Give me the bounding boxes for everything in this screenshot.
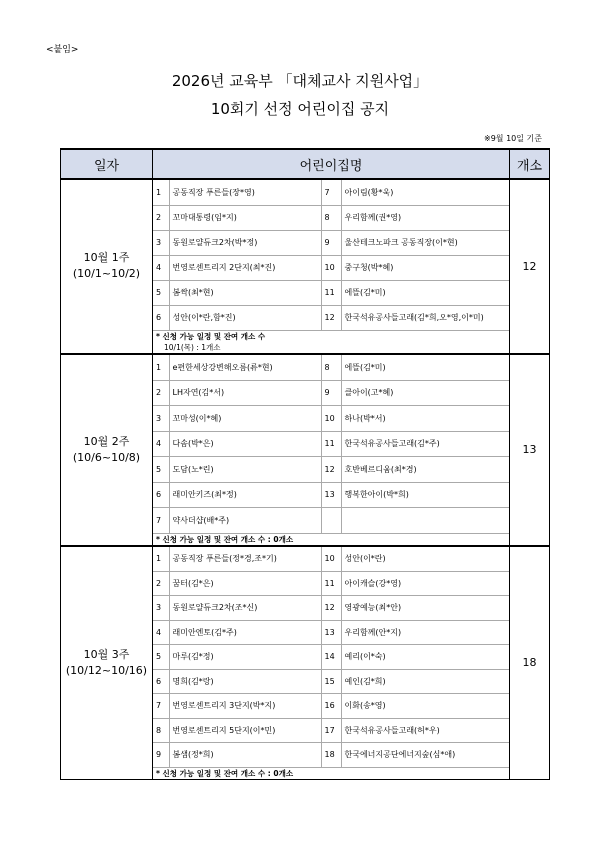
list-item xyxy=(153,305,509,330)
center-count: 12 xyxy=(510,179,550,354)
center-name: 영광예능(최*안) xyxy=(341,596,509,621)
list-item xyxy=(153,355,509,381)
list-item xyxy=(153,718,509,743)
center-name: 우리함께(안*지) xyxy=(341,620,509,645)
center-name: 예리(이*숙) xyxy=(341,645,509,670)
week-label: 10월 2주 xyxy=(83,434,130,448)
centers-list xyxy=(153,547,509,779)
item-number xyxy=(321,508,341,534)
item-number: 3 xyxy=(153,230,169,255)
center-name: 하나(박*서) xyxy=(341,406,509,432)
item-number: 8 xyxy=(321,205,341,230)
center-name: 약사더샵(배*주) xyxy=(169,508,321,534)
item-number: 12 xyxy=(321,596,341,621)
item-number: 9 xyxy=(321,230,341,255)
center-name: 꼬마대통령(임*지) xyxy=(169,205,321,230)
center-name: 에뜰(김*미) xyxy=(341,355,509,381)
center-name: 한국석유공사들고래(허*우) xyxy=(341,718,509,743)
week-group xyxy=(61,546,550,780)
list-item xyxy=(153,482,509,508)
list-item xyxy=(153,457,509,483)
list-item xyxy=(153,230,509,255)
item-number: 5 xyxy=(153,645,169,670)
week-range: (10/1~10/2) xyxy=(72,267,141,281)
note-text: * 신청 가능 일정 및 잔여 개소 수 xyxy=(156,331,266,341)
header-count: 개소 xyxy=(510,149,550,179)
center-name: 한국석유공사들고래(김*주) xyxy=(341,431,509,457)
item-number: 11 xyxy=(321,431,341,457)
center-name: 번영로센트리지 2단지(최*진) xyxy=(169,255,321,280)
page-subtitle: 10회기 선정 어린이집 공지 xyxy=(210,100,390,118)
center-name: 행복한아이(박*희) xyxy=(341,482,509,508)
basis-date: ※9월 10일 기준 xyxy=(484,134,542,143)
item-number: 11 xyxy=(321,571,341,596)
item-number: 15 xyxy=(321,669,341,694)
centers-cell xyxy=(153,354,510,546)
week-label: 10월 1주 xyxy=(83,251,130,265)
item-number: 2 xyxy=(153,205,169,230)
week-label: 10월 3주 xyxy=(83,647,130,661)
center-name: 중구청(박*혜) xyxy=(341,255,509,280)
center-name: 꿈터(김*은) xyxy=(169,571,321,596)
item-number: 3 xyxy=(153,596,169,621)
center-name: 호반베르디움(최*경) xyxy=(341,457,509,483)
item-number: 5 xyxy=(153,280,169,305)
center-name: 예인(김*희) xyxy=(341,669,509,694)
item-number: 16 xyxy=(321,694,341,719)
centers-list xyxy=(153,180,509,353)
list-item xyxy=(153,743,509,768)
item-number: 10 xyxy=(321,547,341,572)
item-number: 6 xyxy=(153,482,169,508)
item-number: 12 xyxy=(321,457,341,483)
header-centers: 어린이집명 xyxy=(153,149,510,179)
item-number: 4 xyxy=(153,255,169,280)
availability-note xyxy=(153,767,509,779)
list-item xyxy=(153,669,509,694)
list-item xyxy=(153,694,509,719)
week-group xyxy=(61,354,550,546)
center-name: 에뜰(김*미) xyxy=(341,280,509,305)
list-item xyxy=(153,205,509,230)
list-item xyxy=(153,547,509,572)
center-name: 봄샘(정*희) xyxy=(169,743,321,768)
item-number: 7 xyxy=(153,694,169,719)
item-number: 9 xyxy=(321,380,341,406)
week-range: (10/12~10/16) xyxy=(65,663,148,677)
centers-cell xyxy=(153,179,510,354)
center-count: 18 xyxy=(510,546,550,780)
item-number: 6 xyxy=(153,305,169,330)
list-item xyxy=(153,620,509,645)
list-item xyxy=(153,380,509,406)
week-group xyxy=(61,179,550,354)
list-item xyxy=(153,571,509,596)
item-number: 7 xyxy=(153,508,169,534)
availability-note xyxy=(153,330,509,353)
item-number: 1 xyxy=(153,180,169,205)
center-name xyxy=(341,508,509,534)
list-item xyxy=(153,431,509,457)
center-name: 우리함께(권*영) xyxy=(341,205,509,230)
list-item xyxy=(153,406,509,432)
item-number: 3 xyxy=(153,406,169,432)
item-number: 10 xyxy=(321,255,341,280)
attachment-label: <붙임> xyxy=(46,45,79,55)
center-name: 도담(노*린) xyxy=(169,457,321,483)
centers-cell xyxy=(153,546,510,780)
list-item xyxy=(153,596,509,621)
item-number: 8 xyxy=(153,718,169,743)
item-number: 5 xyxy=(153,457,169,483)
center-name: 한국석유공사들고래(김*희,오*영,이*미) xyxy=(341,305,509,330)
item-number: 2 xyxy=(153,380,169,406)
selection-table xyxy=(60,148,550,780)
item-number: 11 xyxy=(321,280,341,305)
note-detail: 10/1(목) : 1개소 xyxy=(164,342,221,352)
center-name: 래미안엔토(김*주) xyxy=(169,620,321,645)
center-name: 아이림(황*욱) xyxy=(341,180,509,205)
list-item xyxy=(153,280,509,305)
item-number: 7 xyxy=(321,180,341,205)
center-name: 봄싹(최*현) xyxy=(169,280,321,305)
item-number: 6 xyxy=(153,669,169,694)
item-number: 9 xyxy=(153,743,169,768)
item-number: 13 xyxy=(321,482,341,508)
item-number: 8 xyxy=(321,355,341,381)
center-name: 성안(이*란,함*진) xyxy=(169,305,321,330)
center-name: 성안(이*란) xyxy=(341,547,509,572)
item-number: 1 xyxy=(153,355,169,381)
note-text: * 신청 가능 일정 및 잔여 개소 수 : 0개소 xyxy=(156,534,294,544)
week-range: (10/6~10/8) xyxy=(72,450,141,464)
center-name: 래미안키즈(최*정) xyxy=(169,482,321,508)
center-name: LH자연(김*서) xyxy=(169,380,321,406)
center-name: 울산테크노파크 공동직장(이*현) xyxy=(341,230,509,255)
center-name: 다솜(박*은) xyxy=(169,431,321,457)
item-number: 14 xyxy=(321,645,341,670)
header-date: 일자 xyxy=(61,149,153,179)
item-number: 18 xyxy=(321,743,341,768)
availability-note xyxy=(153,533,509,545)
center-name: 클아이(고*혜) xyxy=(341,380,509,406)
week-cell xyxy=(61,354,153,546)
center-name: 마루(김*정) xyxy=(169,645,321,670)
center-name: 한국에너지공단에너지숲(심*애) xyxy=(341,743,509,768)
center-name: 번영로센트리지 3단지(박*지) xyxy=(169,694,321,719)
center-name: 이화(송*영) xyxy=(341,694,509,719)
page-title: 2026년 교육부 「대체교사 지원사업」 xyxy=(171,72,429,90)
center-name: 꼬마성(이*혜) xyxy=(169,406,321,432)
note-text: * 신청 가능 일정 및 잔여 개소 수 : 0개소 xyxy=(156,768,294,778)
center-name: 동원로얄듀크2차(박*정) xyxy=(169,230,321,255)
item-number: 4 xyxy=(153,431,169,457)
item-number: 2 xyxy=(153,571,169,596)
center-name: 공동직장 푸른들(정*경,조*기) xyxy=(169,547,321,572)
center-name: 명희(김*랑) xyxy=(169,669,321,694)
list-item xyxy=(153,508,509,534)
center-name: 동원로얄듀크2차(조*신) xyxy=(169,596,321,621)
item-number: 12 xyxy=(321,305,341,330)
list-item xyxy=(153,645,509,670)
week-cell xyxy=(61,179,153,354)
center-name: e편한세상강변해오름(류*현) xyxy=(169,355,321,381)
list-item xyxy=(153,180,509,205)
center-name: 공동직장 푸른들(장*영) xyxy=(169,180,321,205)
center-name: 아이캐슬(강*영) xyxy=(341,571,509,596)
header-row xyxy=(61,149,550,179)
center-count: 13 xyxy=(510,354,550,546)
center-name: 번영로센트리지 5단지(이*민) xyxy=(169,718,321,743)
item-number: 4 xyxy=(153,620,169,645)
list-item xyxy=(153,255,509,280)
item-number: 13 xyxy=(321,620,341,645)
week-cell xyxy=(61,546,153,780)
item-number: 1 xyxy=(153,547,169,572)
item-number: 17 xyxy=(321,718,341,743)
centers-list xyxy=(153,355,509,545)
item-number: 10 xyxy=(321,406,341,432)
